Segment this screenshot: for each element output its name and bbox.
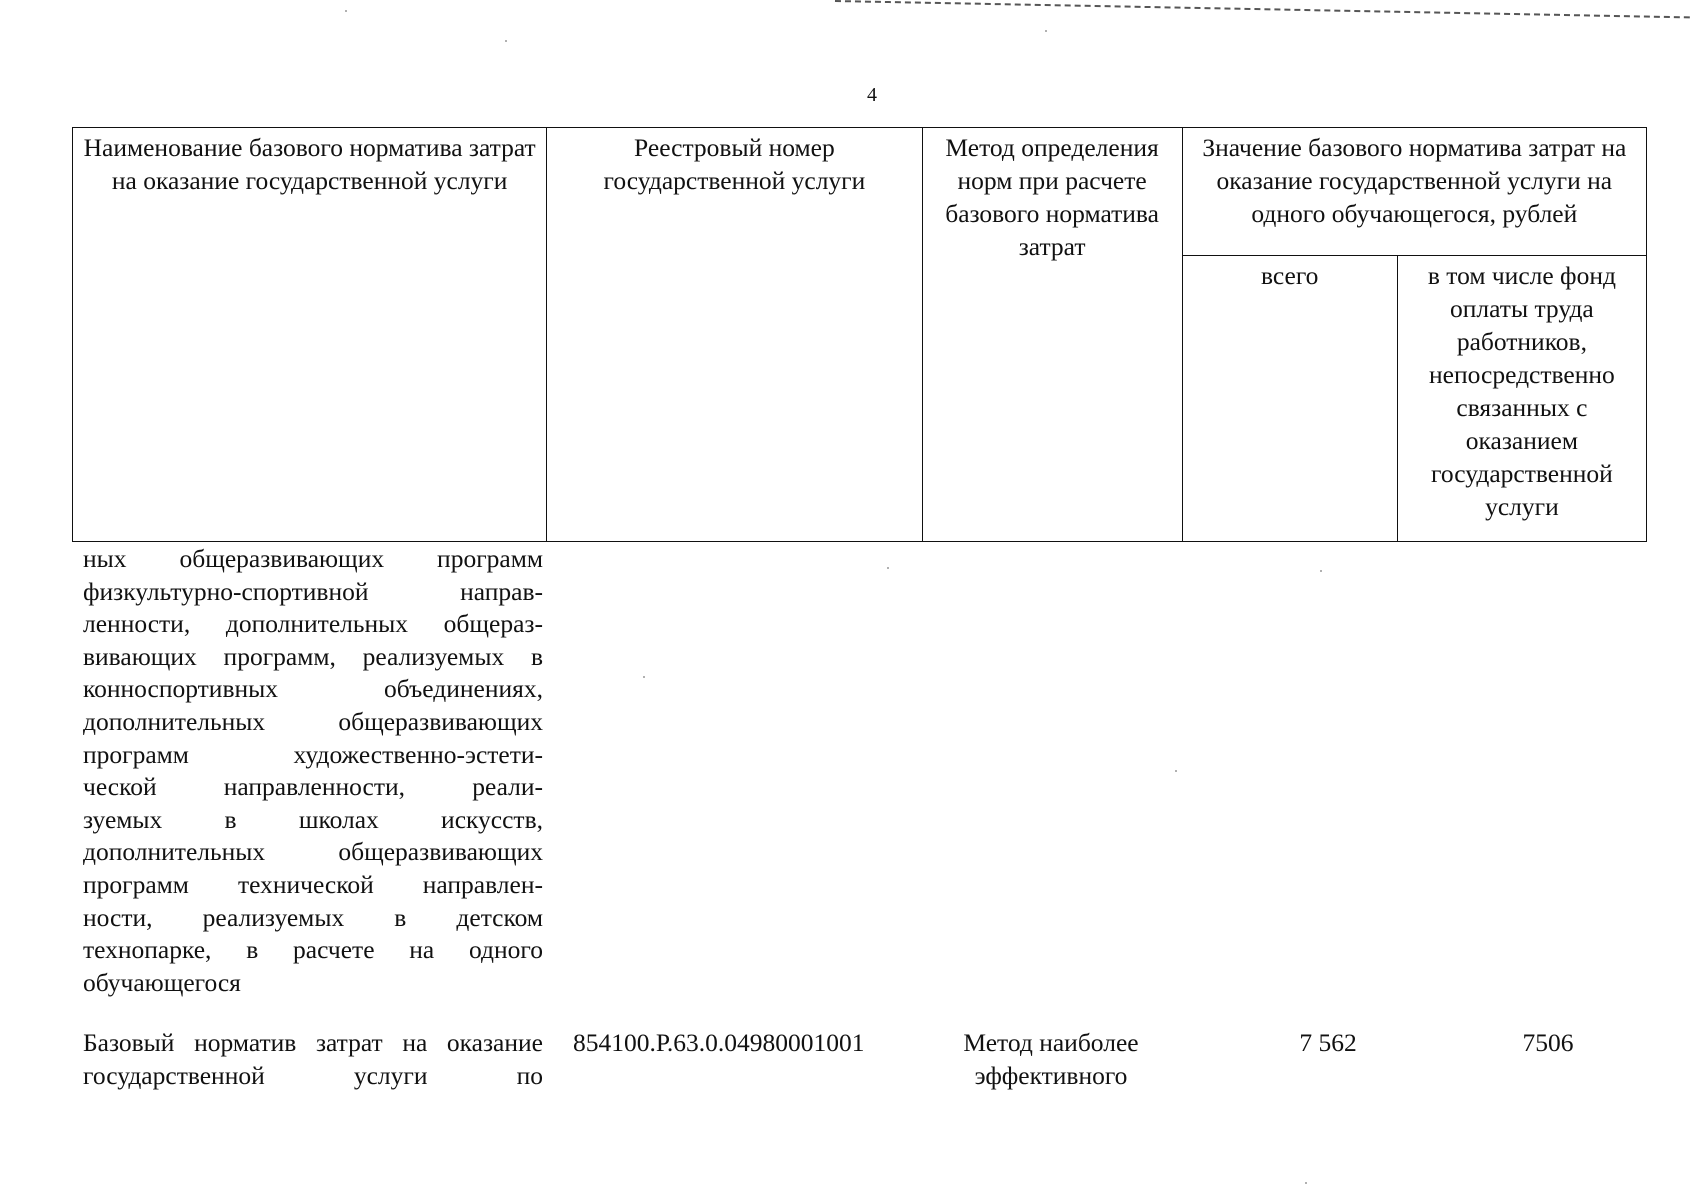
- header-value-label: Значение базового норматива затрат на оказание государственной услуги на одного обучающегося, рублей: [1202, 133, 1627, 228]
- text-line: обучающегося: [83, 967, 241, 997]
- row-total-value: 7 562: [1299, 1028, 1357, 1057]
- text-line: вивающих программ, реализуемых в: [83, 641, 543, 671]
- row-method-line: Метод наиболее: [963, 1028, 1139, 1057]
- scan-speck: [505, 40, 507, 42]
- text-line: дополнительных общеразвивающих: [83, 837, 543, 867]
- text-line: физкультурно-спортивной направ-: [83, 576, 543, 606]
- scan-speck: [1305, 1182, 1307, 1184]
- text-line: ческой направленности, реали-: [83, 772, 543, 802]
- header-total-label: всего: [1261, 261, 1319, 290]
- header-fund-label: в том числе фонд оплаты труда работников, непосредственно связанных с оказанием государственной услуги: [1427, 261, 1616, 521]
- row-name-line: государственной услуги по: [83, 1060, 543, 1090]
- header-name-label: Наименование базового норматива затрат на оказание государственной услуги: [83, 133, 536, 195]
- table-row: [83, 1027, 1658, 1107]
- header-total-cell: [1182, 256, 1397, 542]
- text-line: программ технической направлен-: [83, 869, 543, 899]
- row-name-line: Базовый норматив затрат на оказание: [83, 1028, 543, 1057]
- scan-speck: [1045, 30, 1047, 32]
- row-method-line: эффективного: [974, 1060, 1128, 1090]
- text-line: ленности, дополнительных общераз-: [83, 609, 543, 639]
- text-line: конноспортивных объединениях,: [83, 674, 543, 704]
- scan-speck: [345, 10, 347, 12]
- text-line: ности, реализуемых в детском: [83, 902, 543, 932]
- text-line: зуемых в школах искусств,: [83, 804, 543, 834]
- header-fund-cell: [1397, 256, 1646, 542]
- header-method-label: Метод определения норм при расчете базового норматива затрат: [945, 133, 1159, 261]
- scan-speck: [1175, 770, 1177, 772]
- header-method-cell: [922, 128, 1182, 542]
- text-line: технопарке, в расчете на одного: [83, 935, 543, 965]
- header-value-cell: [1182, 128, 1646, 256]
- row-registry-number: 854100.Р.63.0.04980001001: [573, 1028, 865, 1057]
- norms-table-header: [72, 127, 1647, 542]
- continuation-paragraph: [83, 543, 543, 999]
- text-line: ных общеразвивающих программ: [83, 544, 543, 573]
- scan-speck: [643, 676, 645, 678]
- row-method-cell: [926, 1027, 1176, 1092]
- header-registry-label: Реестровый номер государственной услуги: [603, 133, 866, 195]
- text-line: дополнительных общеразвивающих: [83, 706, 543, 736]
- scan-speck: [887, 567, 889, 569]
- scan-speck: [1320, 570, 1322, 572]
- row-name-cell: [83, 1027, 543, 1092]
- header-registry-cell: [547, 128, 922, 542]
- page-number: 4: [867, 84, 877, 106]
- row-fund-value: 7506: [1522, 1028, 1574, 1057]
- scan-dashed-line: [835, 0, 1690, 32]
- text-line: программ художественно-эстети-: [83, 739, 543, 769]
- header-name-cell: [73, 128, 547, 542]
